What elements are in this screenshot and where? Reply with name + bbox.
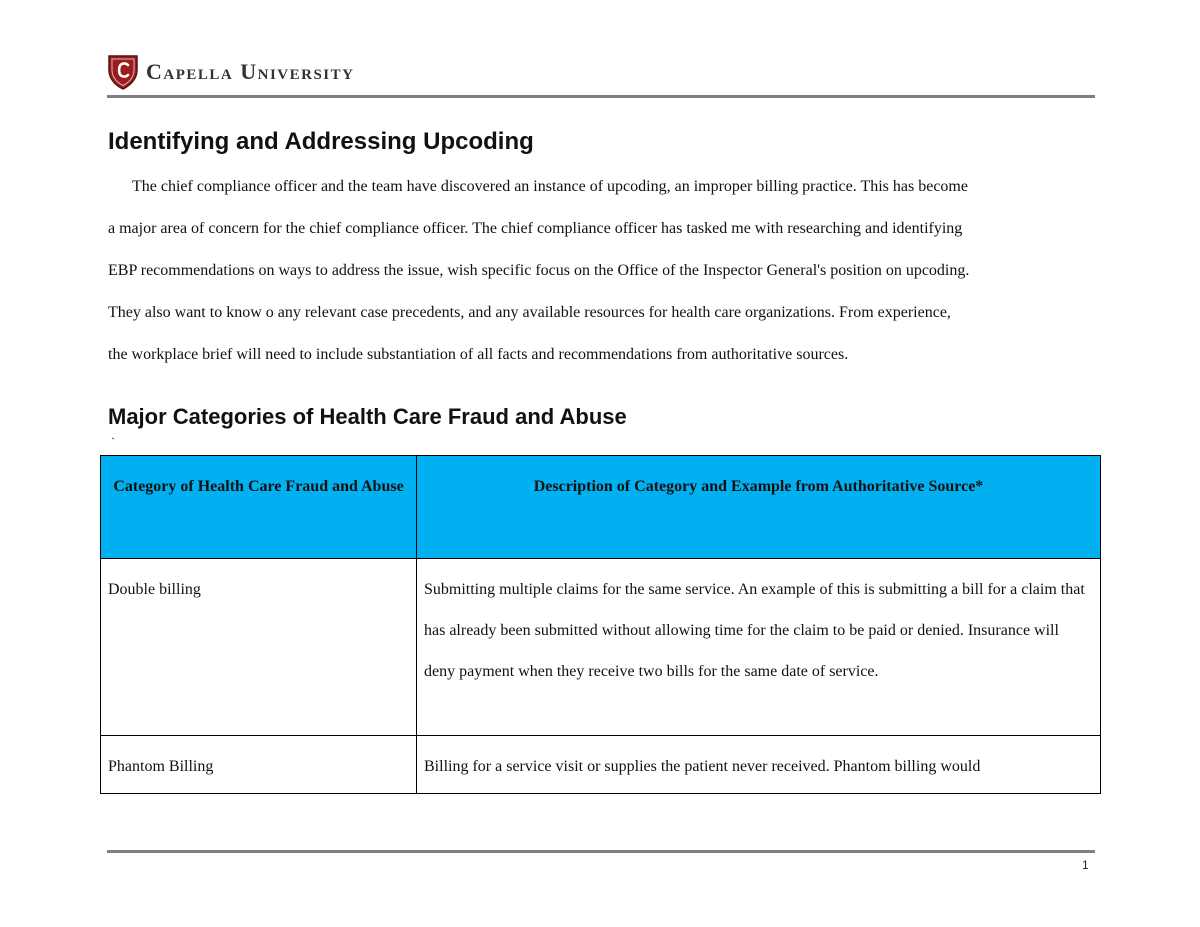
intro-line: The chief compliance officer and the team have discovered an instance of upcoding, an improper billing practice. This has become [132,178,968,195]
header-rule [107,95,1095,98]
intro-paragraph [108,166,1098,376]
page-header [107,54,1095,98]
intro-line: the workplace brief will need to include substantiation of all facts and recommendations from authoritative sources. [108,346,849,363]
intro-line: EBP recommendations on ways to address the issue, wish specific focus on the Office of the Inspector General's position on upcoding. [108,262,970,279]
fraud-categories-table [100,455,1101,794]
table-row [101,559,1101,736]
capella-logo [107,54,354,90]
page-title: Identifying and Addressing Upcoding [108,128,534,155]
intro-line: They also want to know o any relevant case precedents, and any available resources for health care organizations. From experience, [108,304,951,321]
description-cell: Submitting multiple claims for the same service. An example of this is submitting a bill for a claim that has already been submitted without allowing time for the claim to be paid or denied. Insurance will deny payment when they receive two bills for the same date of service. [417,559,1101,736]
section-heading: Major Categories of Health Care Fraud and Abuse [108,404,627,429]
category-cell: Phantom Billing [101,736,417,794]
logo-wordmark: Capella University [146,59,355,84]
capella-shield-icon [107,54,139,90]
footer-rule [107,850,1095,853]
intro-line: a major area of concern for the chief compliance officer. The chief compliance officer has tasked me with researching and identifying [108,220,963,237]
column-header-category: Category of Health Care Fraud and Abuse [101,456,417,559]
category-cell: Double billing [101,559,417,736]
column-header-description: Description of Category and Example from Authoritative Source* [417,456,1101,559]
page-number: 1 [1082,858,1089,872]
stray-mark: ` [111,435,115,449]
table-header-row [101,456,1101,559]
table-row [101,736,1101,794]
description-cell: Billing for a service visit or supplies the patient never received. Phantom billing would [417,736,1101,794]
